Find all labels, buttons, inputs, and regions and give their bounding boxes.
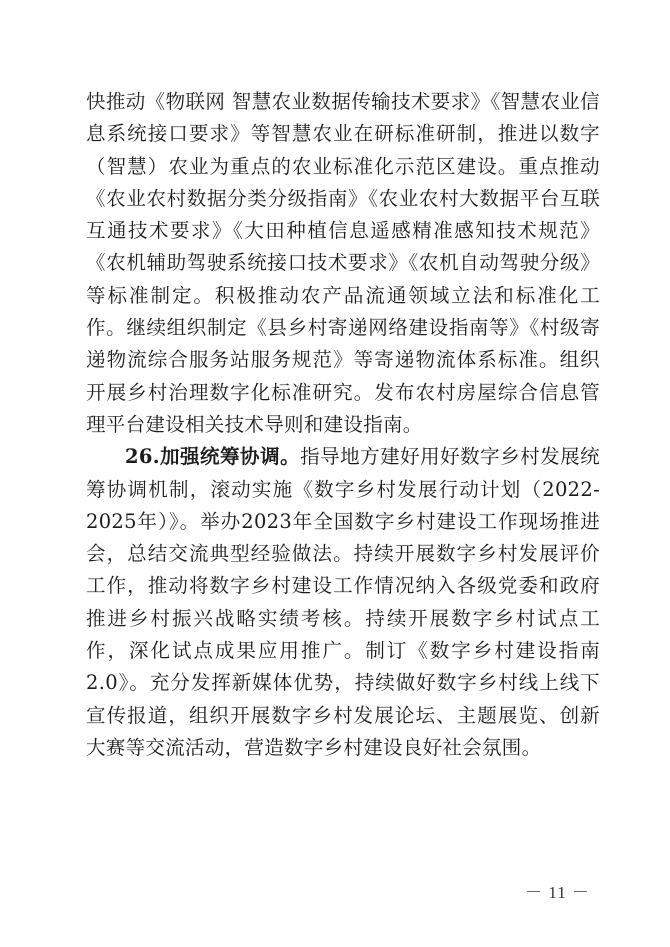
section-heading: 26.加强统筹协调。 [125, 445, 301, 469]
paragraph-text: 指导地方建好用好数字乡村发展统筹协调机制，滚动实施《数字乡村发展行动计划（2022-2025年）》。举办2023年全国数字乡村建设工作现场推进会，总结交流典型经验做法。持续开展数字乡村发展评价工作，推动将数字乡村建设工作情况纳入各级党委和政府推进乡村振兴战略实绩考核。持续开展数字乡村试点工作，深化试点成果应用推广。制订《数字乡村建设指南2.0》。充分发挥新媒体优势，持续做好数字乡村线上线下宣传报道，组织开展数字乡村发展论坛、主题展览、创新大赛等交流活动，营造数字乡村建设良好社会氛围。 [86, 445, 600, 759]
body-text [86, 86, 600, 764]
paragraph-standards [86, 86, 600, 441]
page-number: － 11 － [525, 883, 590, 902]
paragraph-coordination [86, 441, 600, 764]
paragraph-text: 快推动《物联网 智慧农业数据传输技术要求》《智慧农业信息系统接口要求》等智慧农业在研标准研制，推进以数字（智慧）农业为重点的农业标准化示范区建设。重点推动《农业农村数据分类分级指南》《农业农村大数据平台互联互通技术要求》《大田种植信息遥感精准感知技术规范》《农机辅助驾驶系统接口技术要求》《农机自动驾驶分级》等标准制定。积极推动农产品流通领域立法和标准化工作。继续组织制定《县乡村寄递网络建设指南等》《村级寄递物流综合服务站服务规范》等寄递物流体系标准。组织开展乡村治理数字化标准研究。发布农村房屋综合信息管理平台建设相关技术导则和建设指南。 [86, 90, 600, 436]
